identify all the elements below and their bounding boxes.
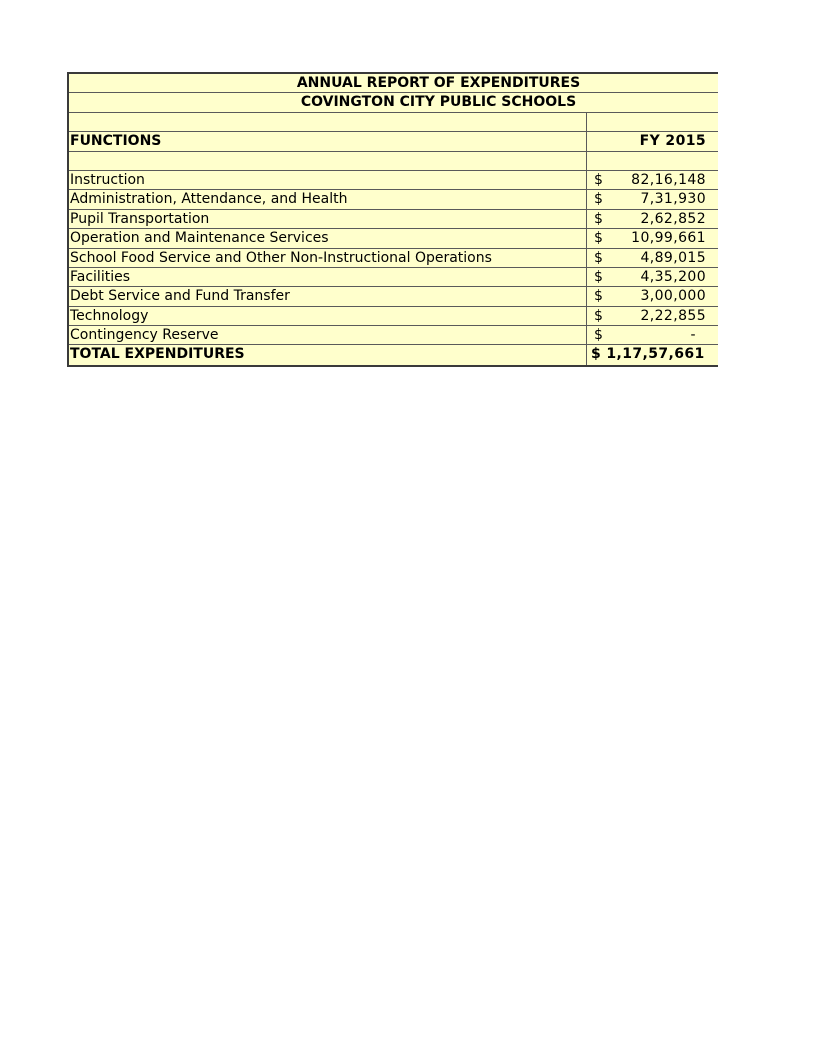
- currency-symbol: $: [594, 307, 604, 324]
- fiscal-year-header: FY 2015: [639, 133, 706, 150]
- table-row: [69, 190, 718, 209]
- currency-symbol: $: [594, 210, 604, 227]
- function-name: Technology: [69, 307, 587, 325]
- amount-cell: [587, 210, 718, 228]
- total-label: TOTAL EXPENDITURES: [69, 345, 587, 364]
- table-row: [69, 326, 718, 345]
- amount-cell: [587, 171, 718, 189]
- total-amount: $ 1,17,57,661: [591, 346, 705, 363]
- expenditure-report-table: [67, 72, 718, 367]
- currency-symbol: $: [594, 288, 604, 305]
- table-row: [69, 268, 718, 287]
- function-name: Instruction: [69, 171, 587, 189]
- amount-value: 4,89,015: [640, 249, 706, 266]
- currency-symbol: $: [594, 249, 604, 266]
- table-row: [69, 307, 718, 326]
- amount-value: 7,31,930: [640, 191, 706, 208]
- amount-cell: [587, 326, 718, 344]
- amount-value: -: [690, 327, 696, 344]
- function-name: Administration, Attendance, and Health: [69, 190, 587, 208]
- amount-value: 82,16,148: [631, 171, 706, 188]
- amount-cell: [587, 249, 718, 267]
- column-header-row: [69, 132, 718, 151]
- spacer-row: [69, 152, 718, 171]
- report-subtitle: COVINGTON CITY PUBLIC SCHOOLS: [300, 94, 577, 111]
- report-subtitle-row: [69, 93, 718, 112]
- table-row: [69, 287, 718, 306]
- total-amount-cell: [587, 345, 718, 364]
- function-name: Debt Service and Fund Transfer: [69, 287, 587, 305]
- function-name: Facilities: [69, 268, 587, 286]
- amount-cell: [587, 190, 718, 208]
- function-name: School Food Service and Other Non-Instructional Operations: [69, 249, 587, 267]
- table-row: [69, 229, 718, 248]
- currency-symbol: $: [594, 268, 604, 285]
- amount-value: 2,62,852: [640, 210, 706, 227]
- amount-value: 3,00,000: [640, 288, 706, 305]
- amount-cell: [587, 307, 718, 325]
- table-row: [69, 249, 718, 268]
- amount-cell: [587, 268, 718, 286]
- total-row: [69, 345, 718, 364]
- spacer-row: [69, 113, 718, 132]
- amount-value: 4,35,200: [640, 268, 706, 285]
- functions-header: FUNCTIONS: [69, 132, 587, 150]
- report-title-row: [69, 74, 718, 93]
- function-name: Pupil Transportation: [69, 210, 587, 228]
- report-title: ANNUAL REPORT OF EXPENDITURES: [296, 75, 581, 91]
- amount-cell: [587, 287, 718, 305]
- currency-symbol: $: [594, 171, 604, 188]
- amount-value: 10,99,661: [631, 230, 706, 247]
- table-row: [69, 210, 718, 229]
- function-name: Contingency Reserve: [69, 326, 587, 344]
- table-row: [69, 171, 718, 190]
- currency-symbol: $: [594, 230, 604, 247]
- function-name: Operation and Maintenance Services: [69, 229, 587, 247]
- amount-value: 2,22,855: [640, 307, 706, 324]
- currency-symbol: $: [594, 327, 604, 344]
- amount-cell: [587, 229, 718, 247]
- currency-symbol: $: [594, 191, 604, 208]
